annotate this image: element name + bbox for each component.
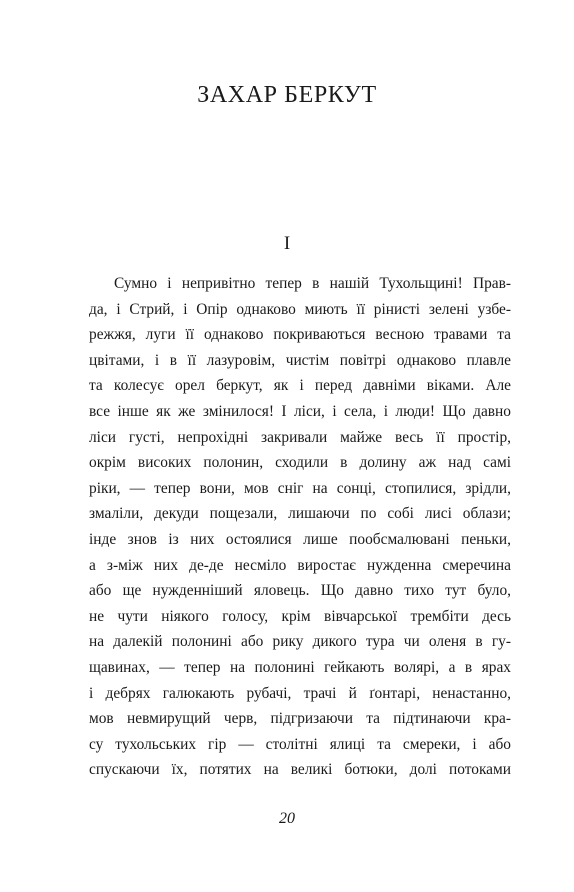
text-line: інде знов із них остоялися лише пообсмалювані пеньки, <box>89 530 511 548</box>
page-title: ЗАХАР БЕРКУТ <box>197 82 377 108</box>
text-line: і дебрях галюкають рубачі, трачі й ґонтарі, ненастанно, <box>89 684 511 702</box>
text-line: не чути ніякого голосу, крім вівчарської трембіти десь <box>89 607 511 625</box>
text-line: су тухольських гір — столітні ялиці та смереки, і або <box>89 735 511 753</box>
text-line: Сумно і непривітно тепер в нашій Тухольщині! Прав- <box>114 275 511 292</box>
text-line: ріки, — тепер вони, мов сніг на сонці, стопилися, зрідли, <box>89 479 511 497</box>
text-line: ліси густі, непрохідні закривали майже весь її простір, <box>89 428 511 446</box>
text-line: цвітами, і в її лазуровім, чистім повітрі однаково плавле <box>89 351 511 369</box>
text-line: а з-між них де-де несміло виростає нужденна смеречина <box>89 556 511 574</box>
text-line: або ще нужденніший яловець. Що давно тихо тут було, <box>89 582 511 600</box>
text-line: да, і Стрий, і Опір однаково миють її рінисті зелені узбе- <box>89 300 511 318</box>
text-line: мов невмирущий черв, підгризаючи та підтинаючи кра- <box>89 710 511 728</box>
text-line: все інше як же змінилося! І ліси, і села, і люди! Що давно <box>89 402 511 420</box>
text-line: спускаючи їх, потятих на великі ботюки, долі потоками <box>89 761 511 779</box>
text-line: режжя, луги її однаково покриваються весною травами та <box>89 326 512 344</box>
text-line: змаліли, декуди пощезали, лишаючи по собі лисі облази; <box>89 505 511 523</box>
page-number: 20 <box>279 810 295 827</box>
text-line: та колесує орел беркут, як і перед давніми віками. Але <box>89 377 511 395</box>
chapter-heading: I <box>283 233 291 254</box>
body-text <box>89 271 511 783</box>
text-line: окрім високих полонин, сходили в долину аж над самі <box>89 454 511 472</box>
text-line: щавинах, — тепер на полонині гейкають волярі, а в ярах <box>89 658 511 676</box>
text-line: на далекій полонині або рику дикого тура чи оленя в гу- <box>89 633 511 651</box>
